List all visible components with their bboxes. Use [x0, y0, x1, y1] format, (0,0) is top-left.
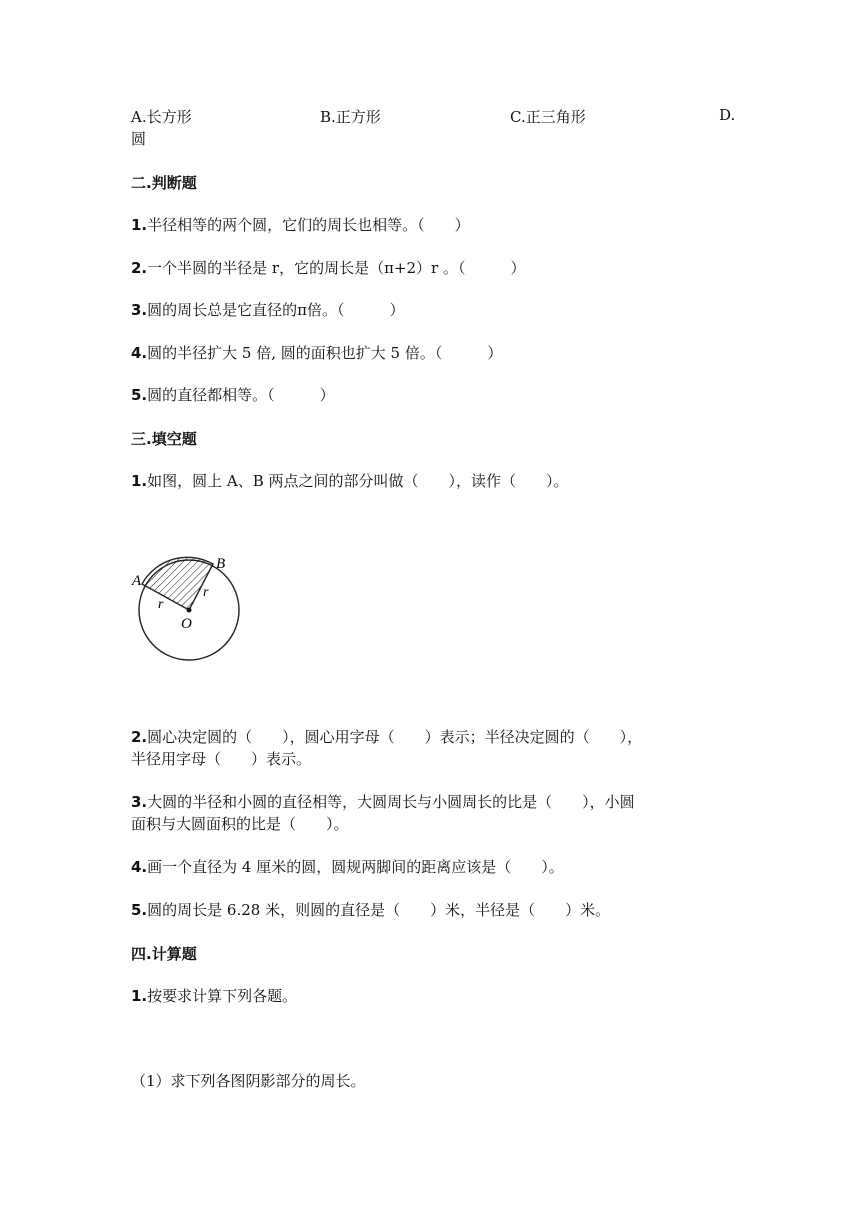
fill-item-3 — [131, 791, 635, 812]
item-number: 5. — [131, 386, 148, 404]
fill-item-1 — [131, 470, 569, 491]
shaded-sector — [142, 557, 213, 610]
option-c: C.正三角形 — [510, 108, 586, 126]
item-text: 圆的半径扩大 5 倍, 圆的面积也扩大 5 倍。（ ） — [147, 344, 503, 362]
item-text: 半径相等的两个圆，它们的周长也相等。（ ） — [147, 216, 470, 234]
item-text: 按要求计算下列各题。 — [147, 987, 298, 1005]
judgement-item-1 — [131, 214, 470, 235]
section-title-fill-in: 三.填空题 — [131, 430, 197, 448]
fill-item-2 — [131, 726, 642, 747]
item-number: 1. — [131, 216, 148, 234]
calc-subitem-1: （1）求下列各图阴影部分的周长。 — [131, 1072, 366, 1090]
fill-item-2-line-2: 半径用字母（ ）表示。 — [131, 750, 312, 768]
section-title-judgement: 二.判断题 — [131, 174, 197, 192]
item-number: 4. — [131, 858, 148, 876]
item-text: 圆的周长是 6.28 米，则圆的直径是（ ）米，半径是（ ）米。 — [147, 901, 611, 919]
judgement-item-5 — [131, 384, 335, 405]
label-a: A — [132, 573, 142, 589]
judgement-item-2 — [131, 257, 526, 278]
item-number: 1. — [131, 472, 148, 490]
option-d: D. — [719, 106, 736, 124]
label-o: O — [181, 616, 192, 632]
fill-item-3-line-2: 面积与大圆面积的比是（ ）。 — [131, 815, 349, 833]
option-a: A.长方形 — [131, 108, 192, 126]
label-r-left: r — [158, 597, 164, 612]
option-d-continued: 圆 — [131, 130, 147, 148]
item-text: 圆心决定圆的（ ），圆心用字母（ ）表示；半径决定圆的（ ）， — [147, 728, 643, 746]
item-number: 2. — [131, 728, 148, 746]
item-text: 圆的周长总是它直径的π倍。（ ） — [147, 301, 405, 319]
fill-item-5 — [131, 899, 610, 920]
judgement-item-3 — [131, 299, 405, 320]
item-text: 大圆的半径和小圆的直径相等，大圆周长与小圆周长的比是（ ），小圆 — [147, 793, 635, 811]
item-number: 5. — [131, 901, 148, 919]
label-b: B — [216, 556, 226, 572]
item-number: 2. — [131, 259, 148, 277]
section-title-calculation: 四.计算题 — [131, 945, 197, 963]
fill-item-4 — [131, 856, 564, 877]
item-text: 一个半圆的半径是 r，它的周长是（π+2）r 。（ ） — [147, 259, 526, 277]
item-number: 3. — [131, 793, 148, 811]
calc-item-1 — [131, 985, 297, 1006]
item-number: 1. — [131, 987, 148, 1005]
item-text: 画一个直径为 4 厘米的圆，圆规两脚间的距离应该是（ ）。 — [147, 858, 564, 876]
option-b: B.正方形 — [320, 108, 381, 126]
item-text: 如图，圆上 A、B 两点之间的部分叫做（ ），读作（ ）。 — [147, 472, 569, 490]
item-text: 圆的直径都相等。（ ） — [147, 386, 335, 404]
circle-sector-figure — [126, 548, 256, 678]
judgement-item-4 — [131, 342, 502, 363]
center-point — [187, 608, 192, 613]
item-number: 4. — [131, 344, 148, 362]
label-r-right: r — [203, 585, 209, 600]
item-number: 3. — [131, 301, 148, 319]
